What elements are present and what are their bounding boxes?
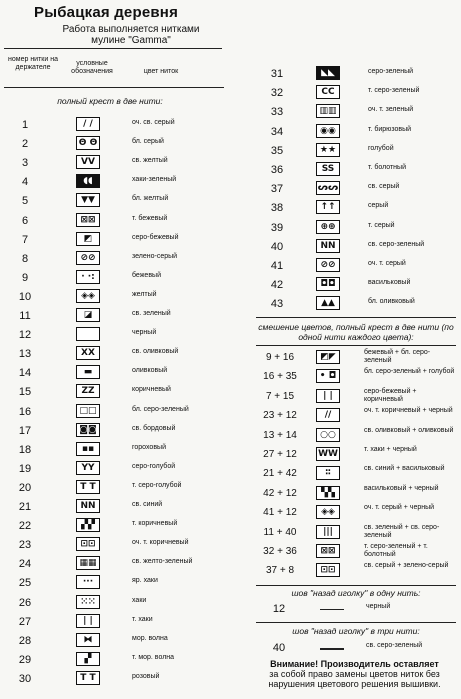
thread-number: 3 [21, 157, 29, 170]
thread-number: 18 [18, 443, 32, 456]
thread-color: яр. хаки [132, 577, 158, 585]
thread-number: 10 [18, 290, 32, 303]
stitch-symbol-icon: ◘◘ [316, 277, 340, 291]
color-row [256, 162, 456, 179]
thread-color: черный [366, 603, 391, 610]
stitch-symbol-icon: ∶∶ [316, 466, 340, 480]
thread-color: т. бежевый [132, 214, 168, 222]
thread-number: 43 [270, 298, 284, 311]
column-header-number: номер нитки на держателе [8, 56, 58, 71]
color-row [4, 442, 224, 459]
thread-number: 42 + 12 [263, 487, 297, 499]
notice-text: за собой право замены цветов ниток без нарушения цветового решения вышивки. [268, 669, 441, 689]
color-row [4, 595, 224, 612]
thread-color: св. синий [132, 501, 163, 508]
color-row [4, 384, 224, 401]
thread-number: 25 [18, 577, 32, 590]
stitch-symbol-icon: □□ [76, 404, 100, 418]
mix-bottom-rule [256, 345, 456, 346]
thread-number: 21 + 42 [263, 468, 297, 480]
thread-color: св. синий + васильковый [364, 465, 445, 473]
color-row [4, 193, 224, 210]
stitch-symbol-icon: VV [76, 155, 100, 169]
color-row [4, 232, 224, 249]
backstitch-symbol [320, 648, 344, 650]
thread-number: 29 [18, 653, 32, 666]
stitch-symbol-icon: ⊠⊠ [316, 544, 340, 558]
thread-number: 15 [18, 386, 32, 399]
thread-number: 23 + 12 [263, 410, 297, 422]
stitch-symbol-icon: ◩◤ [316, 350, 340, 364]
color-row [256, 258, 456, 275]
stitch-symbol-icon: ⊡⊡ [316, 563, 340, 577]
thread-color: т. болотный [368, 164, 406, 171]
color-row [4, 117, 224, 134]
stitch-symbol-icon: ▬ [76, 365, 100, 379]
mix-row [256, 466, 456, 483]
section-full-cross: полный крест в две нити: [57, 96, 163, 106]
stitch-symbol-icon: | | [76, 614, 100, 628]
thread-color: оч. т. серый + черный [364, 504, 435, 512]
thread-color: св. серо-зеленый [366, 642, 423, 649]
thread-number: 38 [270, 202, 284, 215]
stitch-symbol-icon: // [316, 408, 340, 422]
bs3-top-rule [256, 622, 456, 623]
thread-color: т. хаки [132, 615, 153, 623]
thread-number: 4 [21, 176, 29, 189]
color-row [4, 556, 224, 573]
bs1-top-rule [256, 585, 456, 586]
thread-number: 40 [272, 642, 286, 654]
thread-color: мор. волна [132, 634, 168, 642]
thread-color: голубой [368, 144, 394, 152]
thread-color: серо-голубой [132, 462, 176, 470]
thread-number: 41 [270, 260, 284, 272]
stitch-symbol-icon: ◙◙ [76, 423, 100, 437]
thread-color: розовый [132, 672, 160, 680]
thread-number: 16 + 35 [263, 371, 297, 383]
color-row [4, 155, 224, 172]
thread-number: 35 [270, 144, 284, 157]
thread-color: св. оливковый + оливковый [364, 426, 454, 434]
stitch-symbol-icon: ◉◉ [316, 124, 340, 138]
thread-number: 13 + 14 [263, 429, 297, 441]
thread-color: бл. желтый [132, 195, 169, 203]
color-row [4, 461, 224, 478]
color-row [4, 365, 224, 382]
stitch-symbol-icon: ··· [76, 575, 100, 589]
section-backstitch-one: шов "назад иголку" в одну нить: [291, 588, 421, 598]
mix-row [256, 369, 456, 386]
stitch-symbol-icon [76, 327, 100, 341]
thread-color: бл. серо-зеленый + голубой [364, 368, 455, 376]
color-row [4, 499, 224, 516]
color-row [256, 85, 456, 102]
thread-number: 8 [21, 252, 29, 265]
mix-row [256, 428, 456, 445]
thread-number: 33 [270, 106, 284, 119]
mix-row [256, 350, 456, 367]
thread-color: св. серый + зелено-серый [364, 562, 449, 570]
stitch-symbol-icon: ⧓ [76, 633, 100, 647]
color-row [4, 423, 224, 440]
color-row [4, 346, 224, 363]
stitch-symbol-icon: ▥▥ [316, 104, 340, 118]
thread-number: 7 [21, 233, 29, 246]
thread-number: 32 [270, 87, 284, 100]
column-header-color: цвет ниток [143, 68, 179, 75]
thread-color: св. желто-зеленый [132, 558, 193, 566]
color-row [256, 277, 456, 294]
thread-color: св. серый [368, 183, 400, 191]
stitch-symbol-icon: ⊘⊘ [76, 251, 100, 265]
thread-color: т. серо-зеленый + т. болотный [364, 543, 428, 558]
color-row [4, 136, 224, 153]
thread-number: 27 [18, 615, 32, 628]
color-row [4, 671, 224, 688]
color-row [4, 174, 224, 191]
thread-number: 5 [21, 195, 29, 208]
thread-color: т. мор. волна [132, 653, 175, 661]
page-title: Рыбацкая деревня [34, 4, 179, 21]
mix-row [256, 389, 456, 406]
stitch-symbol-icon: ZZ [76, 384, 100, 398]
stitch-symbol-icon: ★★ [316, 143, 340, 157]
thread-color: бл. оливковый [368, 298, 415, 306]
notice [252, 659, 457, 689]
color-row [256, 220, 456, 237]
thread-color: оч. т. зеленый [368, 106, 414, 114]
stitch-symbol-icon: ||| [316, 525, 340, 539]
stitch-symbol-icon: • ◘ [316, 369, 340, 383]
color-row [4, 327, 224, 344]
color-row [4, 251, 224, 268]
thread-color: оч. т. коричневый + черный [364, 407, 453, 415]
mix-row [256, 563, 456, 580]
mix-row [256, 525, 456, 542]
stitch-symbol-icon: Θ Θ [76, 136, 100, 150]
thread-color: серо-зеленый [368, 68, 414, 75]
mix-row [256, 408, 456, 425]
stitch-symbol-icon: · ·: [76, 270, 100, 284]
thread-color: т. серо-зеленый [368, 87, 420, 95]
thread-color: т. хаки + черный [364, 446, 417, 453]
thread-color: серый [368, 202, 389, 210]
thread-number: 39 [270, 221, 284, 234]
thread-color: бежевый + бл. серо-зеленый [364, 349, 431, 364]
thread-color: гороховый [132, 443, 166, 451]
color-row [4, 213, 224, 230]
thread-number: 17 [18, 424, 32, 437]
thread-number: 24 [18, 558, 32, 571]
color-row [256, 143, 456, 160]
thread-number: 36 [270, 164, 284, 176]
thread-color: оч. т. коричневый [132, 539, 189, 547]
thread-color: св. бордовый [132, 424, 176, 432]
thread-number: 11 [19, 310, 31, 322]
backstitch-one-row [256, 601, 456, 618]
color-row [4, 633, 224, 650]
thread-color: т. коричневый [132, 520, 178, 528]
stitch-symbol-icon: SS [316, 162, 340, 176]
header-rule [4, 48, 222, 49]
backstitch-three-row [256, 640, 456, 657]
thread-color: оч. т. серый [368, 260, 406, 267]
color-row [4, 308, 224, 325]
color-row [4, 614, 224, 631]
thread-number: 12 [18, 329, 32, 342]
stitch-symbol-icon: ⊠⊠ [76, 213, 100, 227]
stitch-symbol-icon: ↑↑ [316, 200, 340, 214]
page-subtitle: Работа выполняется нитками мулине "Gamma" [62, 24, 200, 46]
mix-row [256, 544, 456, 561]
stitch-symbol-icon: ▞ [76, 652, 100, 666]
color-row [256, 124, 456, 141]
thread-color: зелено-серый [132, 252, 178, 260]
thread-number: 6 [21, 214, 29, 227]
thread-number: 27 + 12 [263, 449, 297, 460]
thread-number: 14 [18, 367, 32, 380]
thread-number: 16 [18, 405, 32, 418]
thread-number: 11 + 40 [263, 526, 297, 538]
thread-number: 21 [18, 501, 32, 513]
thread-number: 2 [21, 138, 29, 151]
thread-color: оч. св. серый [132, 119, 175, 126]
thread-color: т. серо-голубой [132, 481, 182, 489]
stitch-symbol-icon: ▲▲ [316, 296, 340, 310]
stitch-symbol-icon: ◖◖ [76, 174, 100, 188]
color-row [256, 66, 456, 83]
thread-color: бл. серо-зеленый [132, 405, 189, 413]
stitch-symbol-icon: CC [316, 85, 340, 99]
stitch-symbol-icon: ◪ [76, 308, 100, 322]
thread-color: желтый [132, 290, 157, 298]
stitch-symbol-icon: ▦▦ [76, 556, 100, 570]
thread-number: 37 + 8 [265, 565, 295, 577]
color-row [256, 239, 456, 256]
thread-color: хаки [132, 596, 147, 604]
thread-number: 26 [18, 596, 32, 609]
color-row [256, 104, 456, 121]
thread-number: 13 [18, 348, 32, 361]
thread-color: черный [132, 329, 157, 337]
thread-number: 34 [270, 125, 284, 138]
thread-color: св. серо-зеленый [368, 240, 425, 248]
color-row [256, 200, 456, 217]
thread-color: бл. серый [132, 138, 164, 146]
thread-number: 41 + 12 [263, 507, 297, 519]
stitch-symbol-icon: NN [316, 239, 340, 253]
mix-row [256, 447, 456, 464]
thread-number: 37 [270, 183, 284, 196]
thread-number: 9 + 16 [265, 352, 295, 363]
stitch-symbol-icon: | | [316, 389, 340, 403]
thread-color: т. бирюзовый [368, 125, 412, 133]
stitch-symbol-icon: / / [76, 117, 100, 131]
thread-number: 1 [21, 119, 29, 131]
color-row [4, 289, 224, 306]
notice-heading: Внимание! Производитель оставляет [270, 659, 439, 669]
thread-color: серо-бежевый [132, 233, 179, 241]
stitch-symbol-icon: ○○ [316, 428, 340, 442]
thread-number: 9 [21, 271, 29, 284]
thread-color: св. желтый [132, 157, 168, 165]
color-row [4, 537, 224, 554]
stitch-symbol-icon: ▚▚ [316, 486, 340, 500]
header-bottom-rule [4, 87, 224, 88]
stitch-symbol-icon: ◈◈ [316, 505, 340, 519]
color-row [256, 181, 456, 198]
stitch-symbol-icon: XX [76, 346, 100, 360]
thread-number: 22 [18, 520, 32, 533]
color-row [4, 404, 224, 421]
stitch-symbol-icon: ▼▼ [76, 193, 100, 207]
mix-row [256, 505, 456, 522]
stitch-symbol-icon: ⊡⊡ [76, 537, 100, 551]
stitch-symbol-icon: ▞▞ [76, 518, 100, 532]
section-mix: смешение цветов, полный крест в две нити (по одной нити каждого цвета): [258, 322, 454, 342]
backstitch-symbol [320, 609, 344, 610]
thread-color: васильковый [368, 279, 411, 287]
thread-number: 20 [18, 481, 32, 494]
stitch-symbol-icon: T T [76, 671, 100, 685]
thread-color: серо-бежевый + коричневый [364, 387, 417, 403]
stitch-symbol-icon: ⁙⁙ [76, 595, 100, 609]
stitch-symbol-icon: T T [76, 480, 100, 494]
stitch-symbol-icon: NN [76, 499, 100, 513]
thread-number: 23 [18, 539, 32, 552]
thread-number: 32 + 36 [263, 546, 297, 557]
thread-color: бежевый [132, 271, 161, 279]
color-row [4, 575, 224, 592]
stitch-symbol-icon: ◩ [76, 232, 100, 246]
stitch-symbol-icon: WW [316, 447, 340, 461]
thread-number: 40 [270, 240, 284, 253]
stitch-symbol-icon: YY [76, 461, 100, 475]
stitch-symbol-icon: ⊕⊕ [316, 220, 340, 234]
stitch-symbol-icon: ᔕᔕ [317, 183, 339, 194]
thread-color: оливковый [132, 367, 168, 375]
thread-color: св. зеленый [132, 310, 171, 317]
mix-top-rule [256, 317, 456, 318]
thread-number: 19 [18, 462, 32, 475]
section-backstitch-three: шов "назад иголку" в три нити: [292, 626, 420, 636]
stitch-symbol-icon: ▪▪ [76, 442, 100, 456]
color-row [4, 270, 224, 287]
column-header-symbol: условные обозначения [71, 60, 113, 75]
thread-number: 7 + 15 [265, 390, 295, 402]
stitch-symbol-icon: ⊘⊘ [316, 258, 340, 272]
thread-color: т. серый [368, 221, 395, 229]
thread-number: 42 [270, 279, 284, 292]
thread-color: васильковый + черный [364, 484, 439, 492]
thread-color: св. зеленый + св. серо-зеленый [364, 523, 440, 539]
color-row [256, 296, 456, 313]
thread-number: 31 [270, 68, 284, 80]
thread-color: коричневый [132, 386, 171, 394]
mix-row [256, 486, 456, 503]
stitch-symbol-icon: ◣◣ [316, 66, 340, 80]
thread-number: 28 [18, 634, 32, 647]
stitch-symbol-icon: ◈◈ [76, 289, 100, 303]
thread-number: 12 [272, 603, 286, 615]
thread-number: 30 [18, 672, 32, 685]
color-row [4, 518, 224, 535]
color-row [4, 480, 224, 497]
color-row [4, 652, 224, 669]
thread-color: хаки-зеленый [132, 176, 177, 184]
thread-color: св. оливковый [132, 348, 179, 356]
